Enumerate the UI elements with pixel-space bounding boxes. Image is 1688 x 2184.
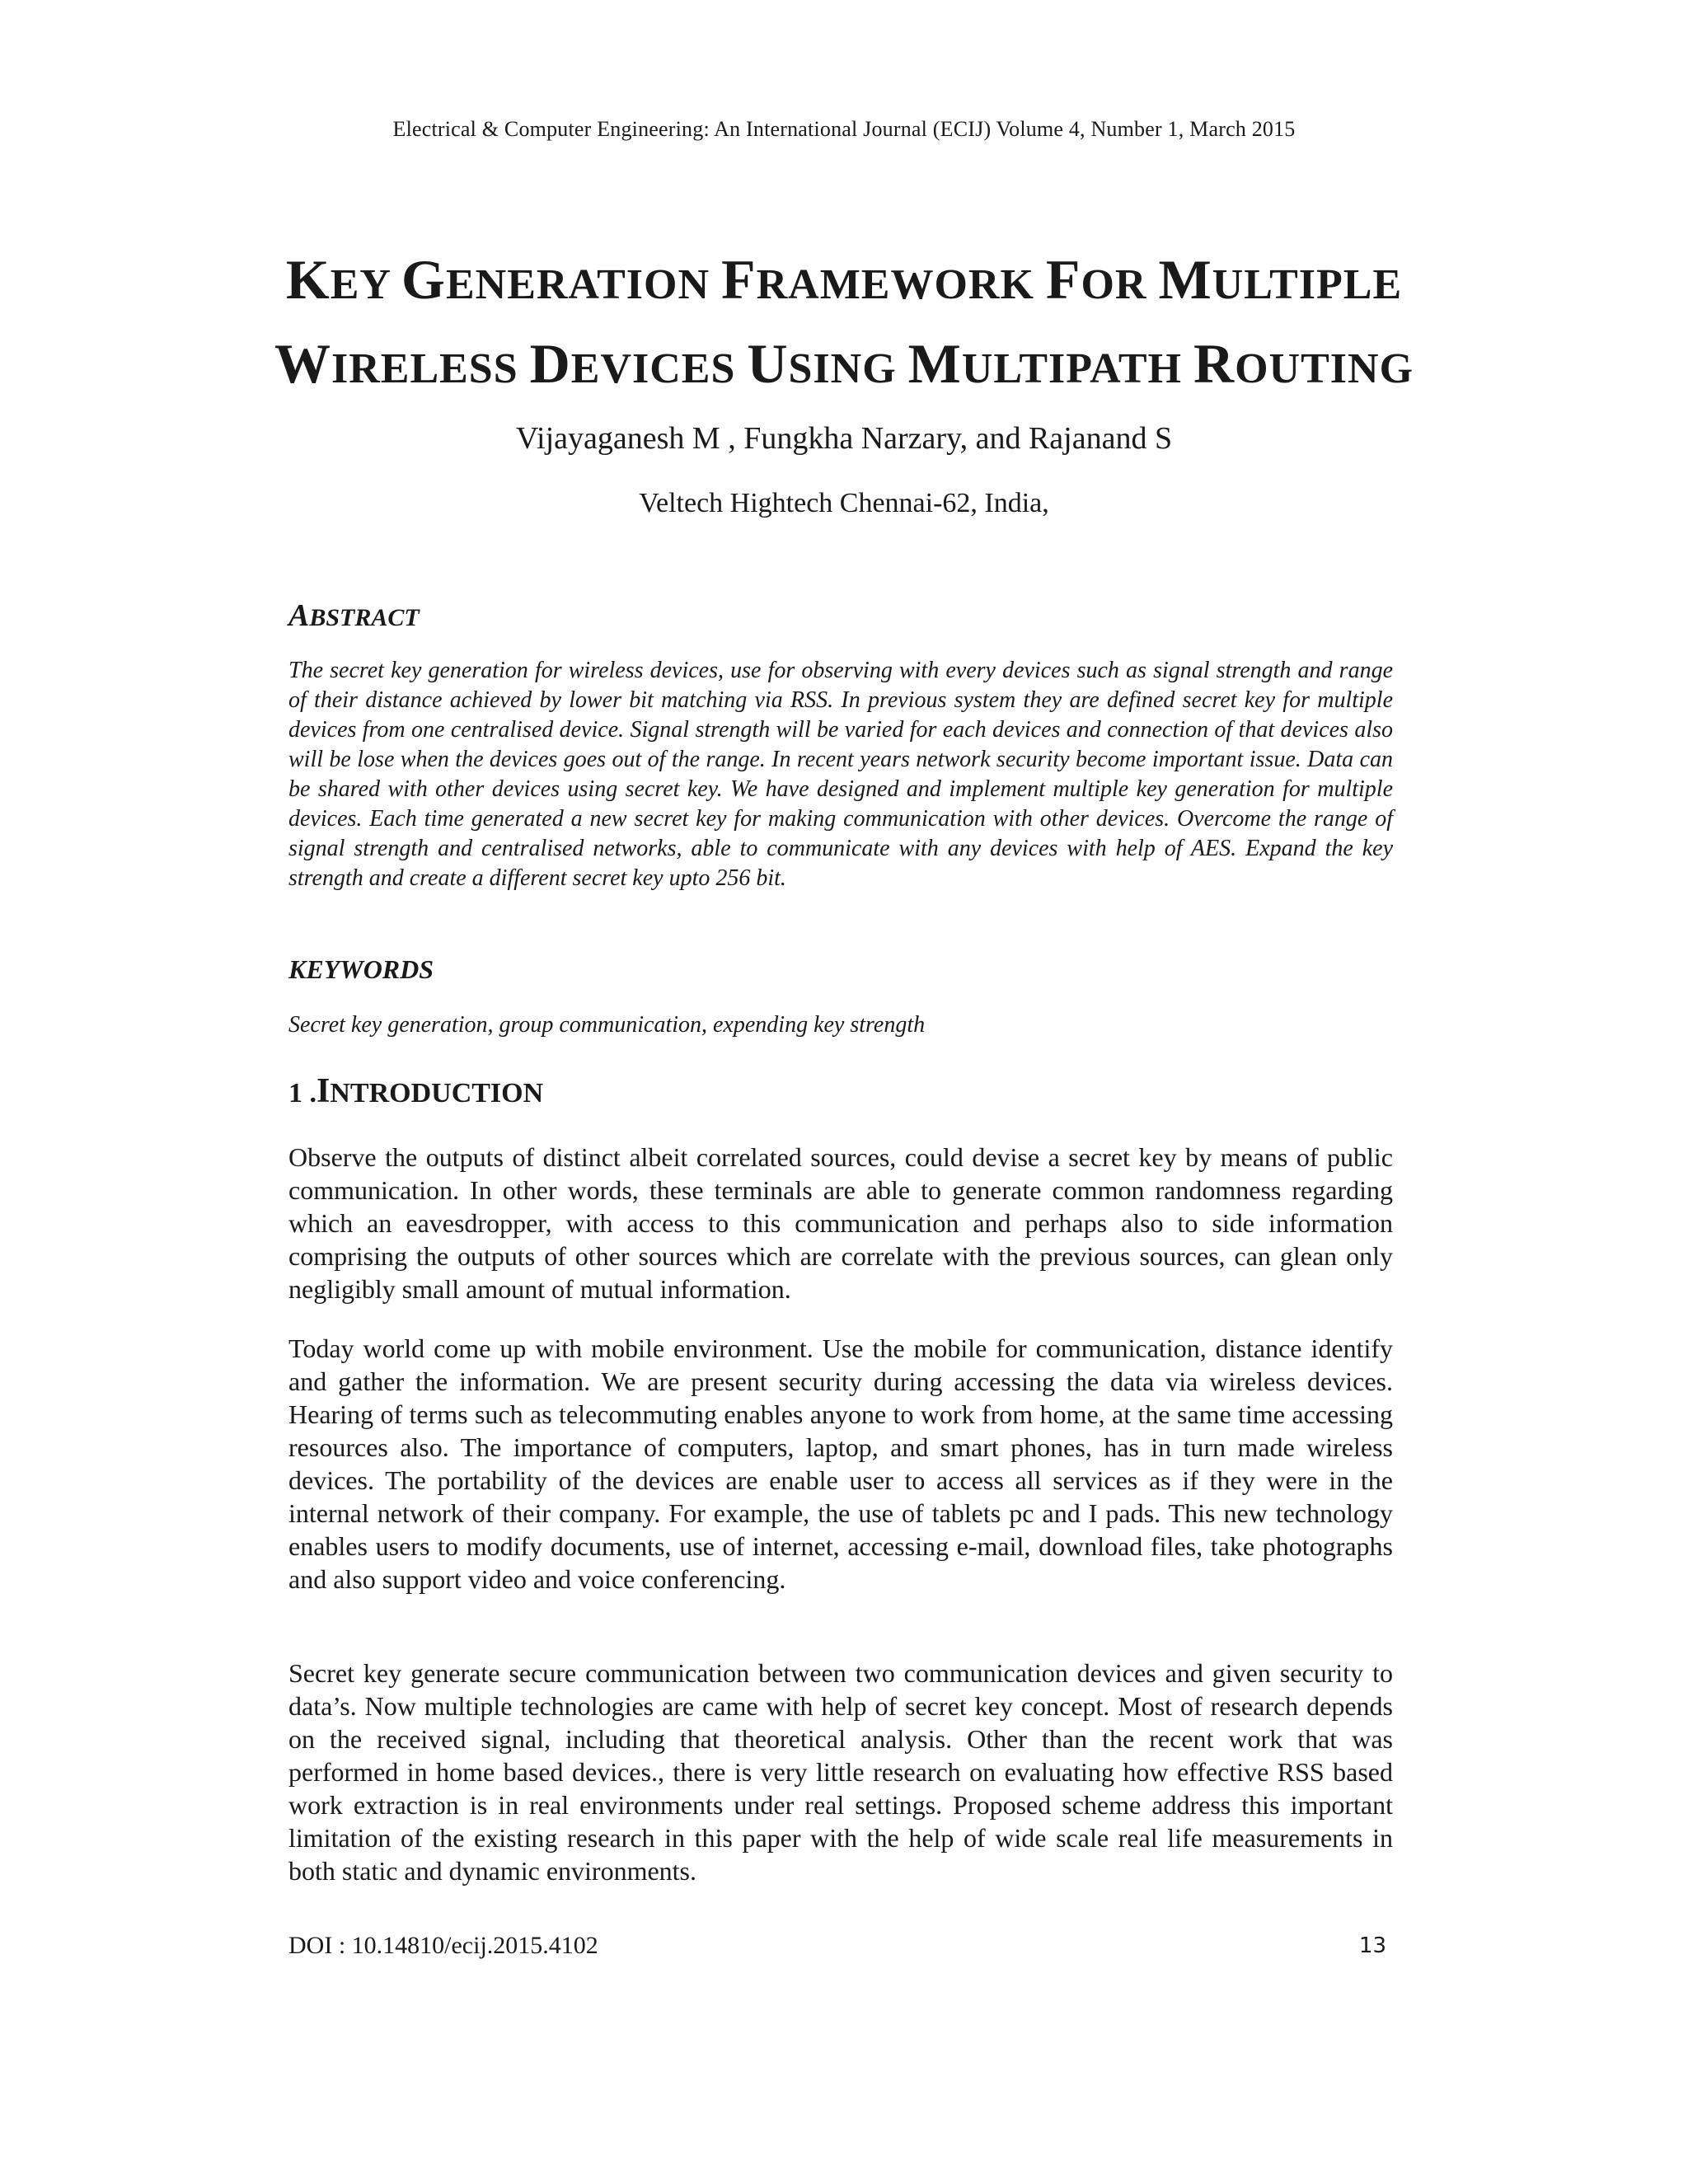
title-word: FOR: [1045, 248, 1147, 311]
page-number: 13: [1358, 1933, 1386, 1958]
title-word: MULTIPLE: [1158, 248, 1403, 311]
introduction-paragraph-1: Observe the outputs of distinct albeit correlated sources, could devise a secret key by means of public communication. In other words, these terminals are able to generate common randomness regarding which an eavesdropper, with access to this communication and perhaps also to side information comprising the outputs of other sources which are correlate with the previous sources, can glean only negligibly small amount of mutual information.: [288, 1142, 1393, 1304]
affiliation: Veltech Hightech Chennai-62, India,: [639, 488, 1049, 518]
title-word: FRAMEWORK: [721, 248, 1034, 311]
keywords-body: Secret key generation, group communication, expending key strength: [288, 1012, 926, 1038]
title-word: USING: [747, 332, 897, 395]
author-list: Vijayaganesh M , Fungkha Narzary, and Rajanand S: [515, 421, 1173, 456]
title-word: WIRELESS: [274, 332, 518, 395]
title-word: KEY: [285, 248, 391, 311]
running-header: Electrical & Computer Engineering: An International Journal (ECIJ) Volume 4, Number 1, March 2015: [392, 117, 1296, 141]
introduction-heading: 1 .INTRODUCTION: [288, 1072, 544, 1110]
title-word: GENERATION: [401, 248, 710, 311]
introduction-paragraph-2: Today world come up with mobile environment. Use the mobile for communication, distance identify and gather the information. We are present security during accessing the data via wireless devices. Hearing of terms such as telecommuting enables anyone to work from home, at the same time accessing resources also. The importance of computers, laptop, and smart phones, has in turn made wireless devices. The portability of the devices are enable user to access all services as if they were in the internal network of their company. For example, the use of tablets pc and I pads. This new technology enables users to modify documents, use of internet, accessing e-mail, download files, take photographs and also support video and voice conferencing.: [288, 1333, 1393, 1594]
paper-title-line-1: [0, 247, 1688, 312]
abstract-heading: ABSTRACT: [288, 598, 420, 633]
title-word: ROUTING: [1193, 332, 1414, 395]
keywords-heading: KEYWORDS: [288, 954, 434, 984]
title-word: MULTIPATH: [907, 332, 1182, 395]
introduction-paragraph-3: Secret key generate secure communication between two communication devices and given security to data’s. Now multiple technologies are came with help of secret key concept. Most of research depends on the received signal, including that theoretical analysis. Other than the recent work that was performed in home based devices., there is very little research on evaluating how effective RSS based work extraction is in real environments under real settings. Proposed scheme address this important limitation of the existing research in this paper with the help of wide scale real life measurements in both static and dynamic environments.: [288, 1658, 1393, 1886]
title-word: DEVICES: [529, 332, 736, 395]
paper-title-line-2: [0, 331, 1688, 396]
doi-footer: DOI : 10.14810/ecij.2015.4102: [288, 1932, 598, 1959]
abstract-body: The secret key generation for wireless devices, use for observing with every devices such as signal strength and range of their distance achieved by lower bit matching via RSS. In previous system they are defined secret key for multiple devices from one centralised device. Signal strength will be varied for each devices and connection of that devices also will be lose when the devices goes out of the range. In recent years network security become important issue. Data can be shared with other devices using secret key. We have designed and implement multiple key generation for multiple devices. Each time generated a new secret key for making communication with other devices. Overcome the range of signal strength and centralised networks, able to communicate with any devices with help of AES. Expand the key strength and create a different secret key upto 256 bit.: [288, 658, 1393, 891]
